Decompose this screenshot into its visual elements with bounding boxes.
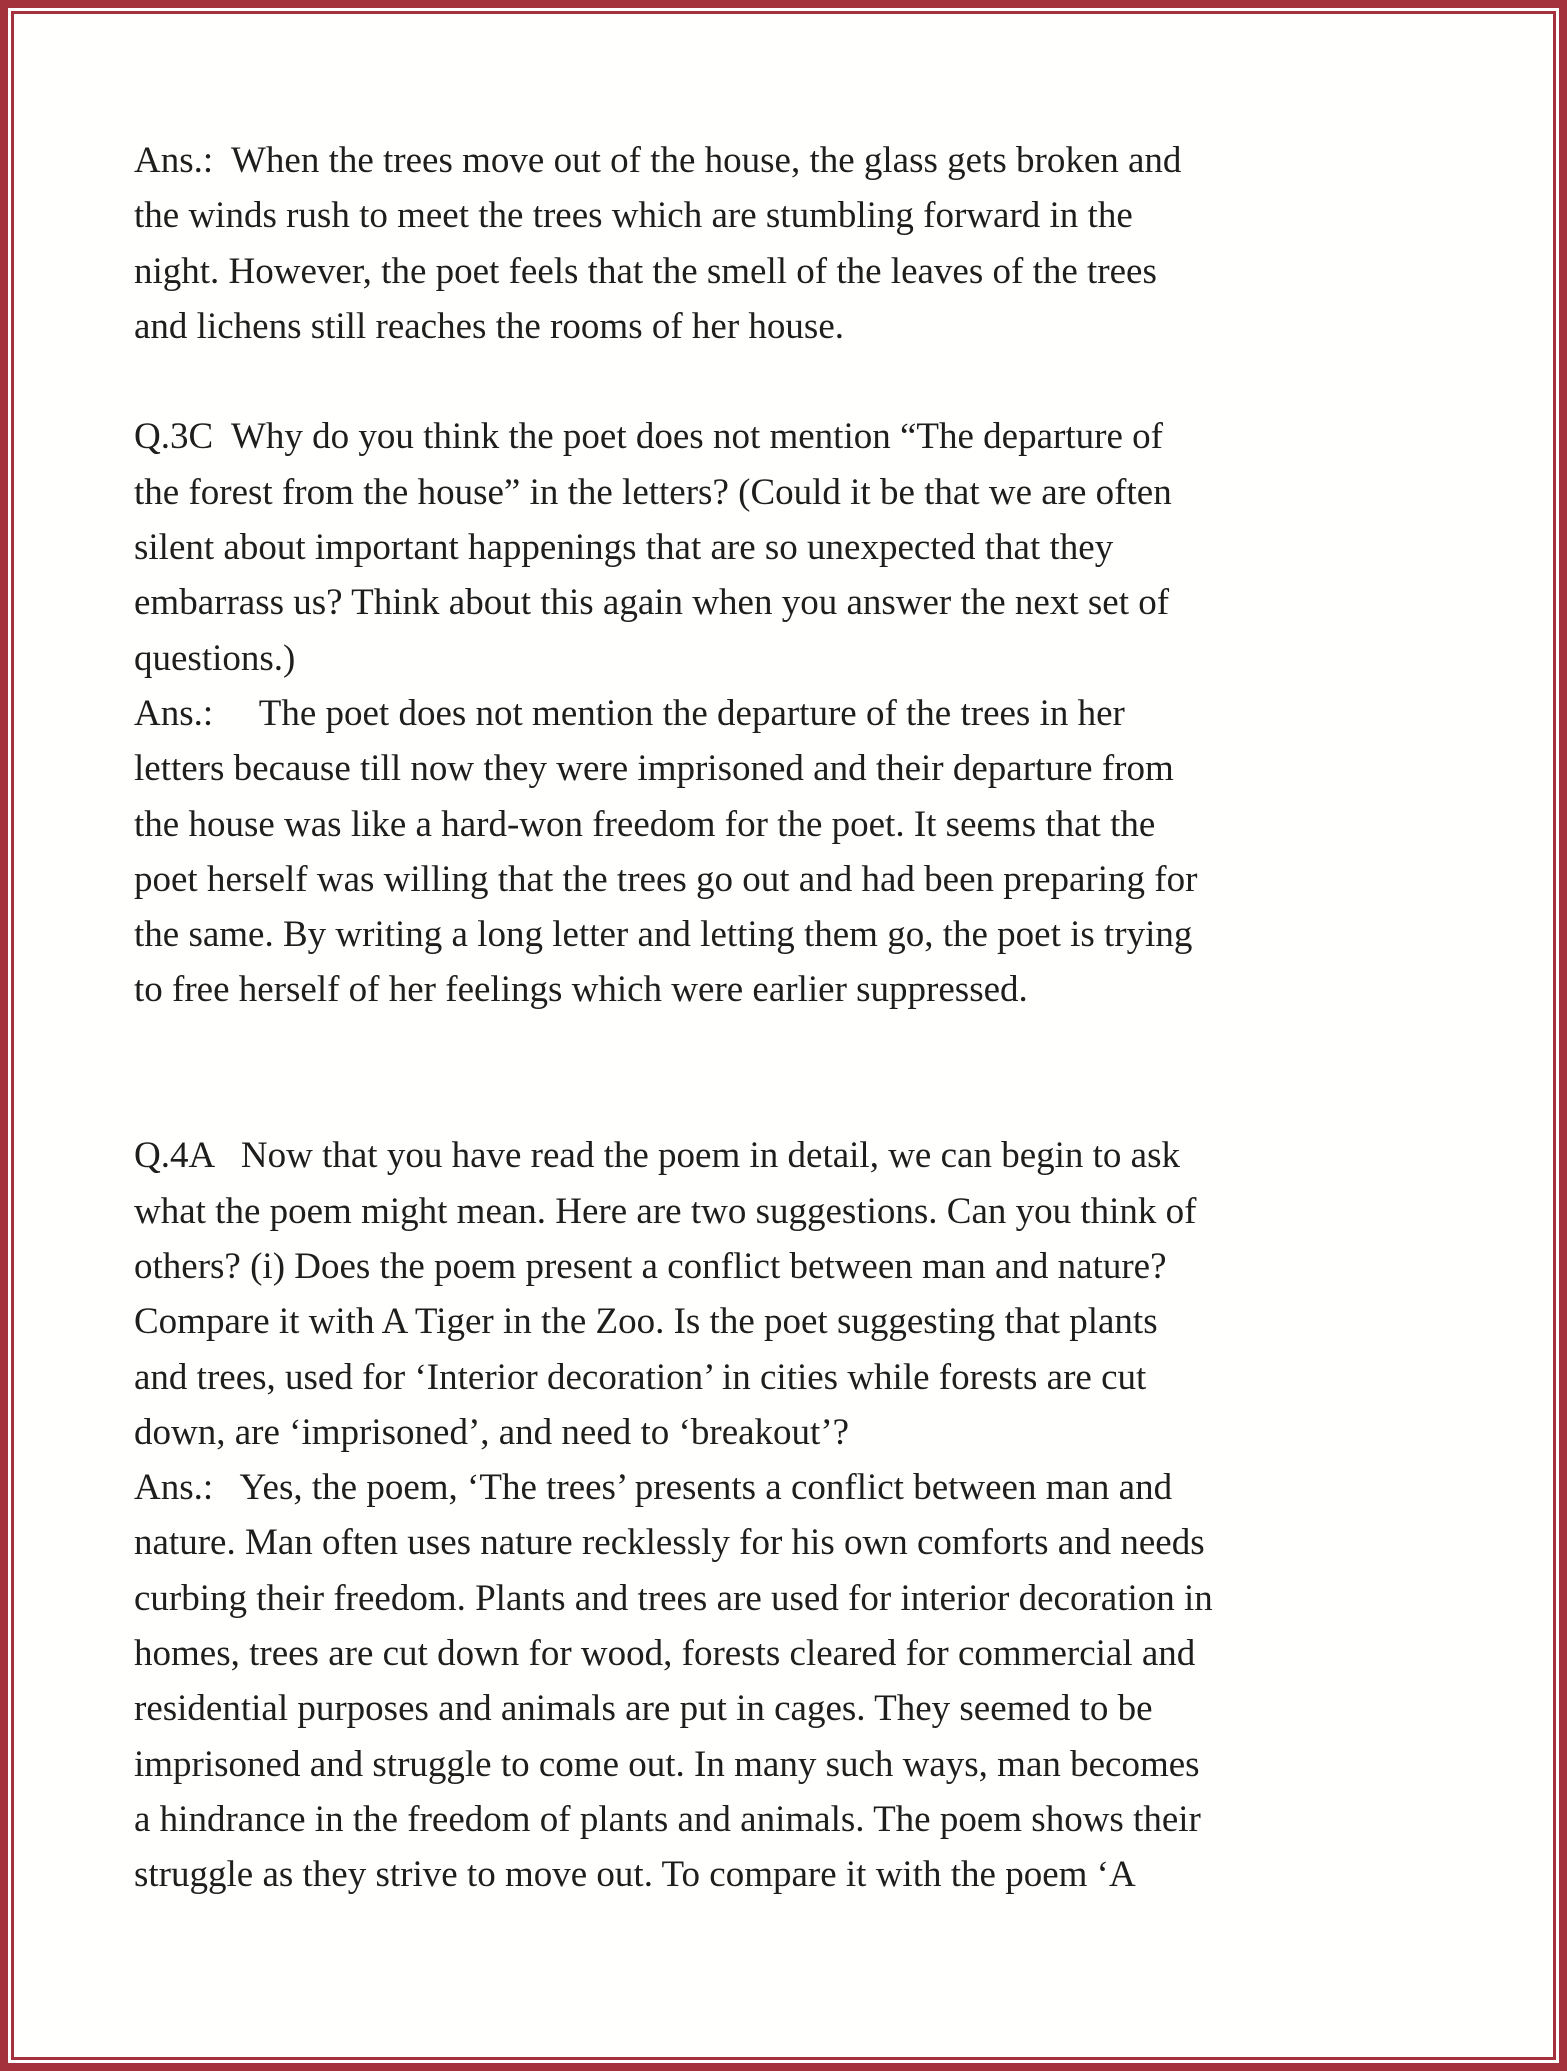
question-4a — [134, 1128, 1454, 1902]
text-line: struggle as they strive to move out. To compare it with the poem ‘A — [134, 1854, 1136, 1896]
text-line: silent about important happenings that are so unexpected that they — [134, 527, 1114, 569]
text-line: down, are ‘imprisoned’, and need to ‘breakout’? — [134, 1411, 850, 1453]
text-line: the house was like a hard-won freedom for the poet. It seems that the — [134, 803, 1156, 845]
text-line: imprisoned and struggle to come out. In many such ways, man becomes — [134, 1743, 1200, 1785]
document-body — [134, 133, 1454, 1958]
text-line: night. However, the poet feels that the smell of the leaves of the trees — [134, 250, 1157, 292]
text-line: the forest from the house” in the letters? (Could it be that we are often — [134, 471, 1172, 513]
text-line: and lichens still reaches the rooms of her house. — [134, 305, 844, 347]
text-line: Q.4A Now that you have read the poem in detail, we can begin to ask — [134, 1135, 1180, 1177]
text-line: letters because till now they were imprisoned and their departure from — [134, 748, 1174, 790]
text-line: Compare it with A Tiger in the Zoo. Is the poet suggesting that plants — [134, 1301, 1158, 1343]
text-line: others? (i) Does the poem present a conflict between man and nature? — [134, 1245, 1167, 1287]
text-line: what the poem might mean. Here are two suggestions. Can you think of — [134, 1190, 1197, 1232]
text-line: residential purposes and animals are put in cages. They seemed to be — [134, 1688, 1153, 1730]
text-line: homes, trees are cut down for wood, forests cleared for commercial and — [134, 1633, 1196, 1675]
text-line: embarrass us? Think about this again when you answer the next set of — [134, 582, 1170, 624]
text-line: nature. Man often uses nature recklessly for his own comforts and needs — [134, 1522, 1205, 1564]
text-line: questions.) — [134, 637, 296, 679]
text-line: Ans.: Yes, the poem, ‘The trees’ presents a conflict between man and — [134, 1467, 1173, 1509]
answer-3b-continued — [134, 133, 1454, 354]
text-line: curbing their freedom. Plants and trees are used for interior decoration in — [134, 1577, 1213, 1619]
text-line: poet herself was willing that the trees go out and had been preparing for — [134, 858, 1198, 900]
text-line: the winds rush to meet the trees which are stumbling forward in the — [134, 195, 1133, 237]
text-line: Ans.: The poet does not mention the departure of the trees in her — [134, 692, 1125, 734]
text-line: the same. By writing a long letter and letting them go, the poet is trying — [134, 914, 1193, 956]
text-line: Q.3C Why do you think the poet does not mention “The departure of — [134, 416, 1163, 458]
text-line: and trees, used for ‘Interior decoration’ in cities while forests are cut — [134, 1356, 1147, 1398]
text-line: Ans.: When the trees move out of the house, the glass gets broken and — [134, 140, 1182, 181]
text-line: a hindrance in the freedom of plants and animals. The poem shows their — [134, 1798, 1201, 1840]
text-line: to free herself of her feelings which were earlier suppressed. — [134, 969, 1028, 1011]
question-3c — [134, 409, 1454, 1017]
